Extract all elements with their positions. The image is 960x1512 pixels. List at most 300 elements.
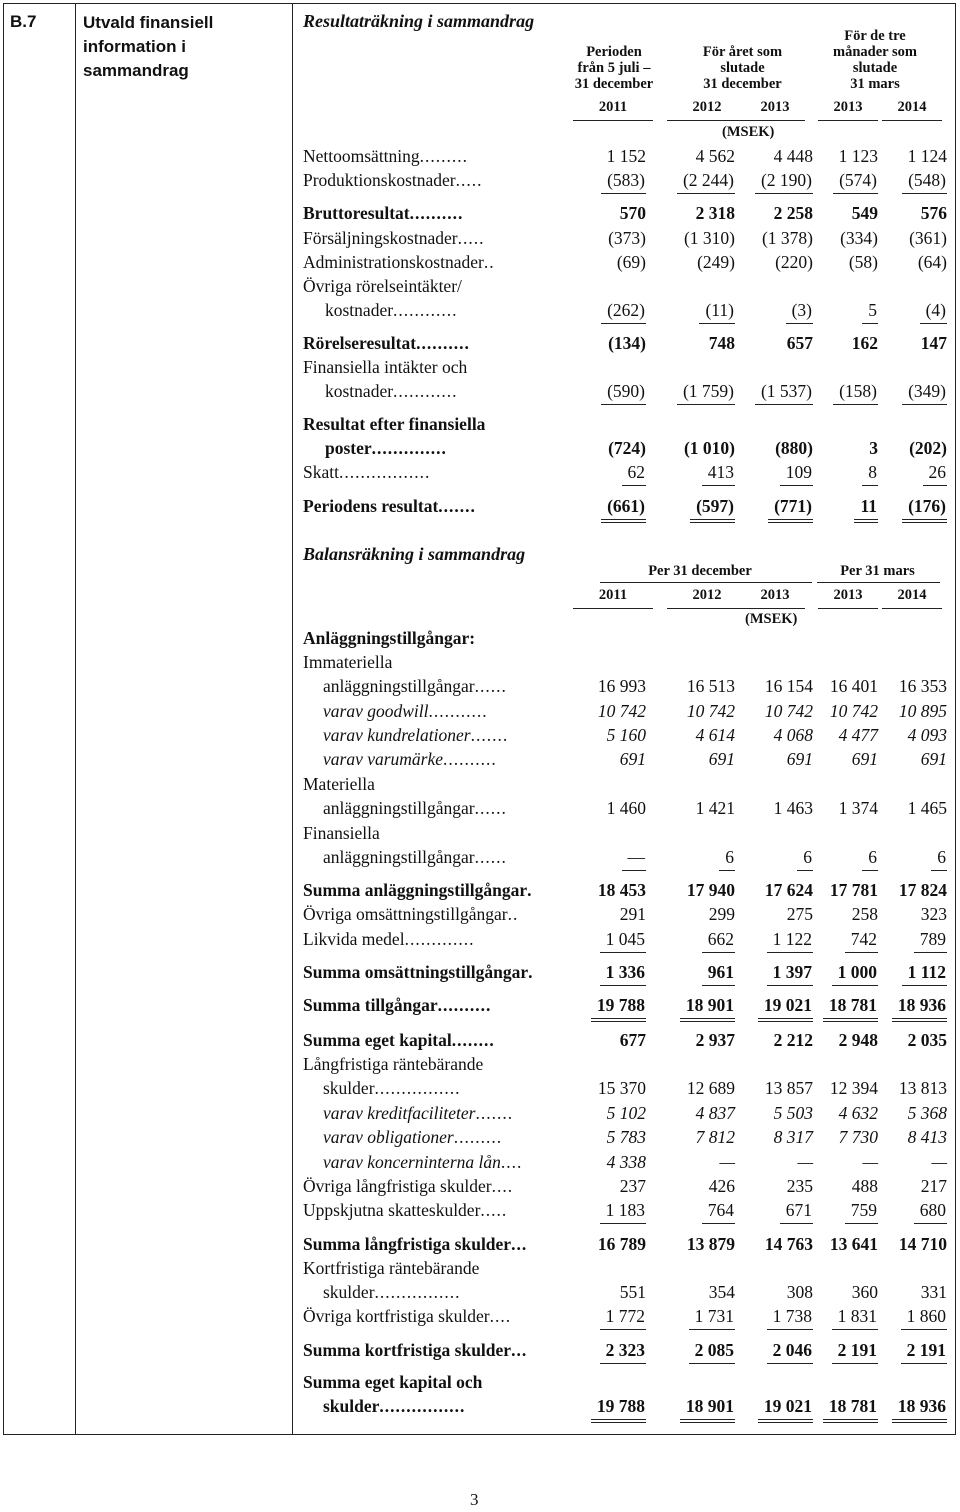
value-text: 291 [619,904,646,924]
table-row [0,880,960,904]
value-text: 2 212 [773,1030,813,1050]
income-statement-title: Resultaträkning i sammandrag [303,11,535,31]
value-cell [855,676,947,697]
value-text: 6 [719,847,735,871]
value-text: 17 940 [686,880,735,900]
value-text: 19 788 [591,1396,646,1423]
year-rule [667,120,747,121]
value-text: 680 [914,1200,947,1224]
row-label-text: Immateriella [303,652,393,672]
value-cell [855,749,947,770]
value-cell [855,252,947,273]
value-text: 1 123 [838,146,878,166]
row-label [303,774,595,795]
year-rule [573,608,653,609]
value-text: — [862,1152,878,1172]
row-label-text: anläggningstillgångar [323,798,475,818]
table-row [0,276,960,300]
row-leader-dots: ..... [480,1200,508,1220]
table-row [0,462,960,486]
value-text: (220) [775,252,813,272]
value-text: 18 936 [892,995,947,1022]
value-text: 677 [619,1030,646,1050]
value-cell [554,438,646,459]
value-cell [855,1340,947,1364]
value-text: 576 [920,203,947,223]
row-label-text: anläggningstillgångar [323,847,475,867]
year-header: 2012 [692,99,722,115]
value-text: 2 191 [832,1340,878,1364]
row-label-text: kostnader [325,300,394,320]
value-cell [855,1030,947,1051]
row-label [303,414,588,435]
row-leader-dots: .......... [409,203,464,223]
value-text: 6 [931,847,947,871]
table-row [0,1234,960,1258]
row-leader-dots: ...... [474,847,507,867]
value-text: 308 [786,1282,813,1302]
value-text: 19 788 [591,995,646,1022]
value-text: 16 154 [764,676,813,696]
row-label [303,628,595,649]
row-label-text: Övriga omsättningstillgångar [303,904,508,924]
row-label-text: Materiella [303,774,375,794]
value-text: (597) [690,496,735,523]
value-cell [855,929,947,953]
row-leader-dots: ...... [474,676,507,696]
value-text: (1 010) [683,438,735,458]
table-row [0,701,960,725]
row-label [325,300,588,321]
value-text: 1 124 [907,146,947,166]
value-text: (548) [902,170,947,194]
row-label-text: skulder [323,1396,380,1416]
value-text: 18 781 [823,1396,878,1423]
row-label-text: Summa tillgångar [303,995,438,1015]
table-row [0,749,960,773]
table-row [0,1127,960,1151]
section-title: Utvald finansiell information i sammandrag [83,13,214,80]
value-cell [855,300,947,324]
row-label [303,823,595,844]
row-label [303,170,588,191]
value-text: 1 336 [600,962,646,986]
value-cell [855,462,947,486]
row-leader-dots: .......... [443,749,497,769]
value-text: 691 [920,749,947,769]
table-row [0,1054,960,1078]
value-text: 413 [702,462,735,486]
value-text: 1 421 [695,798,735,818]
table-row [0,1372,960,1396]
value-text: (158) [833,381,878,405]
value-cell [554,1234,646,1255]
value-text: 657 [786,333,813,353]
section-id: B.7 [10,12,37,31]
value-cell [855,1127,947,1148]
value-cell [855,1306,947,1330]
value-text: 18 901 [680,995,735,1022]
value-text: (590) [601,381,646,405]
value-text: 1 465 [907,798,947,818]
value-text: 5 102 [606,1103,646,1123]
value-cell [554,252,646,273]
row-leader-dots: ................ [374,1282,461,1302]
page-number: 3 [470,1490,479,1509]
value-text: 1 463 [773,798,813,818]
row-leader-dots: ....... [470,725,509,745]
value-cell [554,462,646,486]
row-label [303,929,595,950]
income-unit: (MSEK) [722,124,775,140]
value-cell [554,701,646,722]
table-row [0,228,960,252]
row-leader-dots: ......... [419,146,469,166]
value-cell [554,962,646,986]
value-text: 4 093 [907,725,947,745]
value-text: 6 [797,847,813,871]
value-text: 7 812 [695,1127,735,1147]
value-text: 2 948 [838,1030,878,1050]
value-text: 1 112 [902,962,947,986]
value-text: 14 710 [898,1234,947,1254]
value-text: 8 [862,462,878,486]
value-text: 2 046 [767,1340,813,1364]
value-text: 12 394 [829,1078,878,1098]
value-text: (58) [848,252,878,272]
row-label-text: Övriga rörelseintäkter/ [303,276,462,296]
value-text: (771) [768,496,813,523]
value-text: (349) [902,381,947,405]
value-text: 237 [619,1176,646,1196]
row-label-text: varav koncerninterna lån [323,1152,501,1172]
row-label-text: Summa eget kapital [303,1030,452,1050]
row-leader-dots: .. [507,904,519,924]
value-text: 5 [862,300,878,324]
row-label [303,1054,595,1075]
value-text: 13 879 [686,1234,735,1254]
row-label [303,652,595,673]
value-text: — [622,847,647,871]
value-cell [855,701,947,722]
row-label [303,1258,595,1279]
table-row [0,847,960,871]
value-cell [855,203,947,224]
row-leader-dots: .... [491,1176,514,1196]
row-leader-dots: ... [511,1340,528,1360]
column-group-header: Perioden från 5 juli – 31 december [574,44,654,92]
row-label [303,1200,595,1221]
value-text: (574) [833,170,878,194]
value-cell [554,203,646,224]
value-text: 13 857 [764,1078,813,1098]
row-label-text: Bruttoresultat [303,203,410,223]
value-text: 2 937 [695,1030,735,1050]
value-text: 18 901 [680,1396,735,1423]
value-text: (1 537) [755,381,813,405]
value-text: (1 759) [677,381,735,405]
row-label [303,462,588,483]
row-label-text: skulder [323,1078,375,1098]
value-text: 4 614 [695,725,735,745]
value-text: 1 374 [838,798,878,818]
value-cell [855,228,947,249]
table-row [0,381,960,405]
row-label-text: Summa anläggningstillgångar [303,880,528,900]
year-rule [818,120,878,121]
value-text: 759 [845,1200,878,1224]
row-leader-dots: .... [489,1306,512,1326]
value-cell [855,1078,947,1099]
table-row [0,333,960,357]
row-label-text: Summa omsättningstillgångar [303,962,529,982]
value-text: 275 [786,904,813,924]
value-text: 16 789 [597,1234,646,1254]
row-leader-dots: ....... [475,1103,514,1123]
row-label-text: Kortfristiga räntebärande [303,1258,480,1278]
value-text: 1 152 [606,146,646,166]
value-cell [554,995,646,1022]
row-leader-dots: ... [511,1234,528,1254]
row-leader-dots: ........... [428,701,488,721]
row-label-text: Likvida medel [303,929,405,949]
value-text: 17 624 [764,880,813,900]
value-text: 4 562 [695,146,735,166]
table-row [0,1396,960,1420]
header-rule [817,582,940,583]
year-header: 2012 [692,587,722,603]
row-label-text: kostnader [325,381,394,401]
value-text: 217 [920,1176,947,1196]
row-label [303,333,588,354]
value-text: (3) [786,300,813,324]
row-label [303,357,588,378]
value-text: 8 317 [773,1127,813,1147]
value-cell [855,962,947,986]
value-text: 5 160 [606,725,646,745]
row-label [303,962,595,983]
value-cell [855,1200,947,1224]
row-label-text: Periodens resultat [303,496,439,516]
table-row [0,1200,960,1224]
value-text: 11 [854,496,878,523]
value-cell [554,1306,646,1330]
value-text: 662 [702,929,735,953]
value-cell [855,1152,947,1173]
header-rule [600,582,812,583]
value-text: 4 338 [606,1152,646,1172]
row-leader-dots: .......... [416,333,470,353]
table-row [0,774,960,798]
row-label-text: anläggningstillgångar [323,676,475,696]
value-text: 691 [708,749,735,769]
value-text: (249) [697,252,735,272]
value-text: 1 122 [767,929,813,953]
table-row [0,1282,960,1306]
value-text: 13 813 [898,1078,947,1098]
row-label-text: Administrationskostnader [303,252,484,272]
value-text: 5 368 [907,1103,947,1123]
row-label [325,381,588,402]
year-header: 2013 [760,587,790,603]
value-text: 109 [780,462,813,486]
value-text: 5 503 [773,1103,813,1123]
value-text: 748 [708,333,735,353]
value-text: 18 936 [892,1396,947,1423]
value-text: 10 742 [764,701,813,721]
value-text: 18 781 [823,995,878,1022]
value-text: 8 413 [907,1127,947,1147]
value-cell [554,929,646,953]
table-row [0,652,960,676]
row-label-text: Skatt [303,462,339,482]
value-text: 1 772 [600,1306,646,1330]
value-text: 10 895 [898,701,947,721]
value-text: 16 401 [829,676,878,696]
value-text: 10 742 [686,701,735,721]
row-label-text: varav kreditfaciliteter [323,1103,476,1123]
row-leader-dots: .............. [371,438,447,458]
value-text: 1 000 [832,962,878,986]
value-text: 354 [708,1282,735,1302]
row-label [303,1234,595,1255]
row-label [303,276,588,297]
value-cell [554,847,646,871]
row-label [303,1340,595,1361]
row-label-text: varav varumärke [323,749,444,769]
value-text: 551 [619,1282,646,1302]
row-label-text: Uppskjutna skatteskulder [303,1200,481,1220]
value-text: 742 [845,929,878,953]
row-label [303,880,595,901]
row-label-text: Nettoomsättning [303,146,420,166]
table-row [0,357,960,381]
value-cell [554,1396,646,1423]
row-label [303,995,595,1016]
value-text: (69) [616,252,646,272]
table-row [0,170,960,194]
value-text: (4) [920,300,947,324]
value-text: 789 [914,929,947,953]
value-cell [554,880,646,901]
value-text: 764 [702,1200,735,1224]
row-label-text: Långfristiga räntebärande [303,1054,484,1074]
year-header: 2013 [833,99,863,115]
value-text: (2 244) [677,170,735,194]
value-text: (1 310) [683,228,735,248]
value-cell [554,1127,646,1148]
row-label-text: varav obligationer [323,1127,454,1147]
value-cell [554,749,646,770]
table-row [0,676,960,700]
value-cell [554,1078,646,1099]
table-row [0,252,960,276]
row-label-text: poster [325,438,372,458]
table-row [0,823,960,847]
value-text: 2 191 [901,1340,947,1364]
row-leader-dots: . [528,962,534,982]
row-label [303,496,588,517]
value-text: 10 742 [597,701,646,721]
row-label-text: Försäljningskostnader [303,228,458,248]
value-text: (2 190) [755,170,813,194]
value-cell [855,1176,947,1197]
row-label-text: Summa kortfristiga skulder [303,1340,512,1360]
value-text: 1 460 [606,798,646,818]
row-label-text: varav goodwill [323,701,429,721]
value-cell [554,381,646,405]
value-cell [855,381,947,405]
value-text: 162 [851,333,878,353]
value-text: (880) [775,438,813,458]
value-text: 17 781 [829,880,878,900]
table-row [0,628,960,652]
value-text: 1 183 [600,1200,646,1224]
value-text: 323 [920,904,947,924]
value-cell [855,995,947,1022]
value-cell [554,496,646,523]
value-text: 3 [869,438,878,458]
value-text: 2 323 [600,1340,646,1364]
table-row [0,904,960,928]
table-row [0,1078,960,1102]
value-text: 691 [851,749,878,769]
value-text: 331 [920,1282,947,1302]
value-cell [554,725,646,746]
year-rule [667,608,747,609]
value-text: 2 258 [773,203,813,223]
value-text: 4 068 [773,725,813,745]
value-text: 4 837 [695,1103,735,1123]
table-row [0,798,960,822]
value-text: 16 993 [597,676,646,696]
value-text: 258 [851,904,878,924]
value-text: 19 021 [758,1396,813,1423]
row-leader-dots: ..... [457,228,485,248]
row-label [303,252,588,273]
value-text: 16 353 [898,676,947,696]
table-row [0,438,960,462]
row-label [325,438,588,459]
value-cell [554,228,646,249]
table-row [0,496,960,520]
value-text: (202) [909,438,947,458]
row-leader-dots: .... [500,1152,523,1172]
row-label [303,1030,595,1051]
value-text: (373) [608,228,646,248]
year-rule [882,608,942,609]
value-cell [554,1200,646,1224]
value-text: 5 783 [606,1127,646,1147]
table-row [0,203,960,227]
value-cell [554,170,646,194]
row-label-text: Produktionskostnader [303,170,456,190]
row-label-text: Summa eget kapital och [303,1372,483,1392]
row-label-text: skulder [323,1282,375,1302]
row-label [303,1372,595,1393]
row-label [303,203,588,224]
value-cell [855,880,947,901]
value-cell [855,1396,947,1423]
value-text: (361) [909,228,947,248]
value-text: 426 [708,1176,735,1196]
value-text: 360 [851,1282,878,1302]
value-text: 549 [851,203,878,223]
value-text: 1 831 [832,1306,878,1330]
row-label-text: Övriga långfristiga skulder [303,1176,492,1196]
column-group-header: Per 31 mars [840,563,915,579]
row-leader-dots: .. [483,252,495,272]
